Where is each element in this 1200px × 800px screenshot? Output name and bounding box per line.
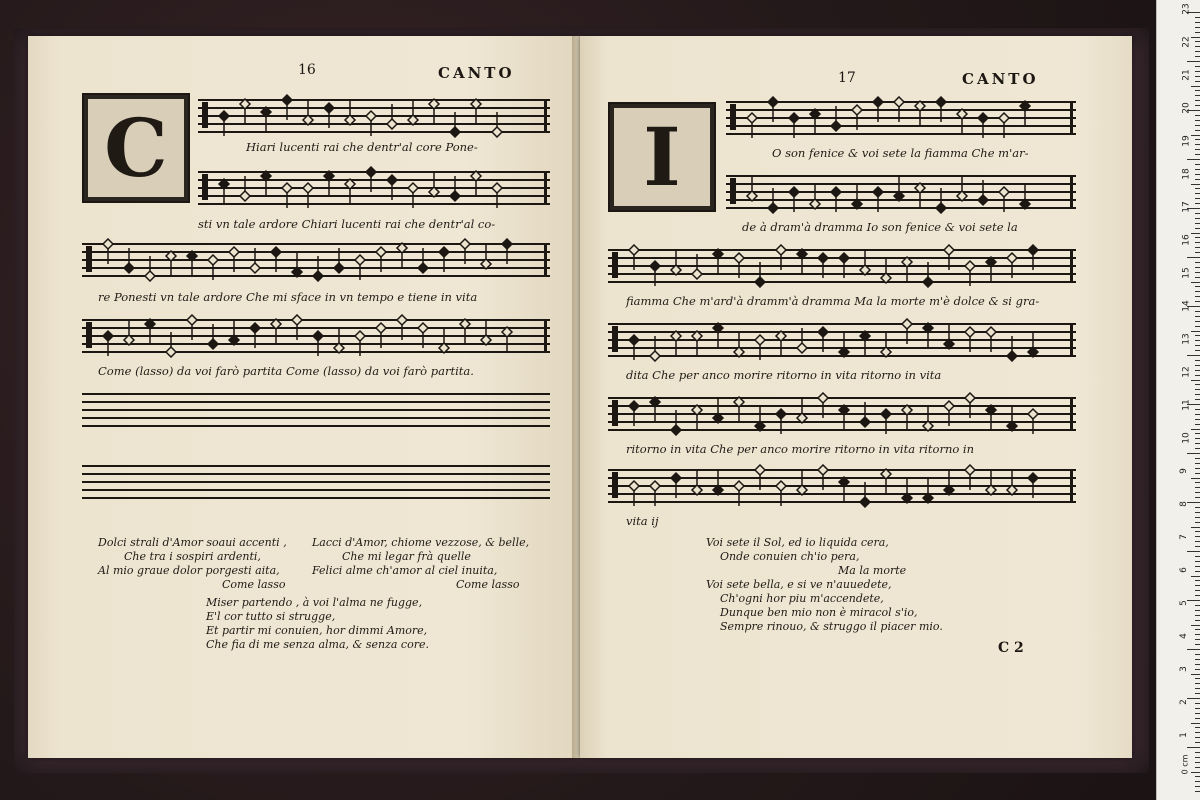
ruler-tick [1195, 448, 1200, 449]
ruler-tick [1195, 556, 1200, 557]
ruler-tick [1191, 527, 1200, 528]
ruler-tick [1187, 600, 1200, 601]
ruler-tick [1195, 51, 1200, 52]
right-staff-1 [726, 96, 1076, 140]
ruler-tick [1191, 331, 1200, 332]
poem-line: Che mi legar frà quelle [342, 550, 471, 563]
ruler-number: 6 [1178, 567, 1189, 573]
ruler-number: 8 [1178, 501, 1189, 507]
ruler-number: 20 [1181, 102, 1192, 114]
ruler-tick [1195, 296, 1200, 297]
ruler-tick [1187, 502, 1200, 503]
ruler-tick [1195, 615, 1200, 616]
ruler-tick [1195, 644, 1200, 645]
poem-line: Sempre rinouo, & struggo il piacer mio. [720, 620, 943, 633]
left-staff-1 [198, 94, 550, 138]
ruler-tick [1191, 772, 1200, 773]
ruler-number: 22 [1181, 36, 1192, 48]
poem-line: Che fia di me senza alma, & senza core. [206, 638, 429, 651]
right-lyric-5: ritorno in vita Che per anco morire ritorno in vita ritorno in [626, 442, 975, 456]
ruler-tick [1195, 487, 1200, 488]
ruler-number: 7 [1178, 534, 1189, 540]
ruler-tick [1191, 37, 1200, 38]
left-lyric-2: sti vn tale ardore Chiari lucenti rai che dentr'al co- [198, 217, 496, 231]
ruler-number: 1 [1178, 732, 1189, 738]
ruler-tick [1195, 522, 1200, 523]
ruler-tick [1195, 433, 1200, 434]
ruler-tick [1195, 409, 1200, 410]
ruler-number: 16 [1181, 234, 1192, 246]
ruler-tick [1195, 678, 1200, 679]
ruler-number: 5 [1178, 600, 1189, 606]
ruler-tick [1195, 629, 1200, 630]
ruler-tick [1187, 649, 1200, 650]
right-staff-5 [608, 392, 1076, 436]
left-poem-col1 [98, 536, 287, 592]
ruler-tick [1191, 86, 1200, 87]
ruler-tick [1195, 517, 1200, 518]
ruler-tick [1195, 71, 1200, 72]
ruler-tick [1191, 380, 1200, 381]
ruler-tick [1195, 27, 1200, 28]
ruler-tick [1195, 76, 1200, 77]
ruler-tick [1195, 482, 1200, 483]
poem-line: Come lasso [222, 578, 286, 591]
ruler-tick [1191, 135, 1200, 136]
poem-line: Che tra i sospiri ardenti, [124, 550, 261, 563]
left-lyric-4: Come (lasso) da voi farò partita Come (lasso) da voi farò partita. [98, 364, 474, 378]
left-staff-4 [82, 314, 550, 358]
ruler-tick [1195, 218, 1200, 219]
right-poem [706, 536, 943, 634]
ruler-number: 3 [1178, 666, 1189, 672]
ruler-tick [1187, 355, 1200, 356]
ruler-tick [1187, 551, 1200, 552]
ruler-tick [1195, 727, 1200, 728]
ruler-tick [1195, 693, 1200, 694]
ruler-tick [1187, 159, 1200, 160]
ruler-tick [1195, 443, 1200, 444]
ruler-tick [1195, 237, 1200, 238]
ruler-tick [1195, 252, 1200, 253]
ruler-tick [1195, 605, 1200, 606]
ruler-tick [1195, 507, 1200, 508]
ruler-tick [1195, 683, 1200, 684]
ruler-tick [1195, 703, 1200, 704]
ruler-tick [1195, 100, 1200, 101]
ruler-tick [1195, 228, 1200, 229]
ruler-tick [1191, 723, 1200, 724]
ruler-number: 11 [1181, 399, 1192, 411]
left-poem-col2 [312, 536, 529, 592]
ruler-tick [1195, 718, 1200, 719]
ruler-tick [1195, 497, 1200, 498]
ruler-tick [1195, 193, 1200, 194]
left-staff-2 [198, 166, 550, 210]
ruler-tick [1195, 473, 1200, 474]
left-staff-3 [82, 238, 550, 282]
ruler-number: 10 [1181, 432, 1192, 444]
right-decorated-initial [608, 102, 716, 212]
ruler-tick [1195, 41, 1200, 42]
right-staff-3 [608, 244, 1076, 288]
right-lyric-6: vita ij [626, 514, 659, 528]
ruler-tick [1195, 620, 1200, 621]
ruler-tick [1195, 531, 1200, 532]
ruler-number: 2 [1178, 699, 1189, 705]
ruler-tick [1195, 90, 1200, 91]
ruler-tick [1195, 95, 1200, 96]
ruler-tick [1195, 360, 1200, 361]
ruler-tick [1195, 708, 1200, 709]
ruler-tick [1195, 438, 1200, 439]
ruler-tick [1195, 203, 1200, 204]
ruler-tick [1187, 698, 1200, 699]
left-page-number: 16 [298, 62, 316, 78]
ruler-tick [1195, 654, 1200, 655]
ruler-tick [1195, 541, 1200, 542]
ruler-tick [1187, 747, 1200, 748]
poem-line: Felici alme ch'amor al ciel inuita, [312, 564, 498, 577]
poem-line: Miser partendo , à voi l'alma ne fugge, [206, 596, 423, 609]
poem-line: Voi sete bella, e si ve n'auuedete, [706, 578, 892, 591]
right-staff-4 [608, 318, 1076, 362]
ruler-tick [1195, 115, 1200, 116]
ruler-tick [1195, 595, 1200, 596]
ruler-tick [1195, 634, 1200, 635]
ruler-tick [1195, 732, 1200, 733]
ruler-tick [1195, 277, 1200, 278]
ruler-tick [1195, 272, 1200, 273]
ruler-tick [1195, 66, 1200, 67]
ruler-tick [1195, 752, 1200, 753]
ruler-tick [1195, 458, 1200, 459]
ruler-tick [1195, 81, 1200, 82]
ruler-tick [1195, 791, 1200, 792]
left-initial-letter: C [104, 101, 168, 195]
ruler-tick [1195, 340, 1200, 341]
ruler-number: 4 [1178, 633, 1189, 639]
ruler-tick [1195, 286, 1200, 287]
poem-line: Ma la morte [838, 564, 907, 577]
ruler-number: 17 [1181, 201, 1192, 213]
ruler-tick [1195, 590, 1200, 591]
ruler-tick [1195, 316, 1200, 317]
ruler-tick [1195, 370, 1200, 371]
ruler-tick [1195, 419, 1200, 420]
ruler-tick [1195, 492, 1200, 493]
poem-line: Lacci d'Amor, chiome vezzose, & belle, [312, 536, 530, 549]
ruler-tick [1195, 776, 1200, 777]
ruler-tick [1195, 737, 1200, 738]
ruler-tick [1191, 478, 1200, 479]
ruler-tick [1195, 757, 1200, 758]
ruler-tick [1195, 664, 1200, 665]
ruler-tick [1187, 453, 1200, 454]
ruler-tick [1191, 674, 1200, 675]
ruler-tick [1195, 424, 1200, 425]
ruler-tick [1195, 46, 1200, 47]
ruler-tick [1195, 198, 1200, 199]
ruler-tick [1195, 399, 1200, 400]
ruler-tick [1195, 144, 1200, 145]
ruler-tick [1195, 536, 1200, 537]
ruler-tick [1195, 384, 1200, 385]
ruler-tick [1195, 580, 1200, 581]
ruler-number: 15 [1181, 267, 1192, 279]
ruler-tick [1195, 242, 1200, 243]
poem-line: E'l cor tutto si strugge, [206, 610, 336, 623]
ruler-tick [1195, 468, 1200, 469]
ruler-number: 13 [1181, 333, 1192, 345]
ruler-tick [1195, 713, 1200, 714]
ruler-tick [1195, 610, 1200, 611]
ruler-tick [1195, 301, 1200, 302]
ruler-unit-label: 0 cm [1180, 754, 1190, 775]
ruler-tick [1195, 571, 1200, 572]
ruler-tick [1195, 375, 1200, 376]
ruler-tick [1195, 17, 1200, 18]
ruler-tick [1195, 350, 1200, 351]
ruler-tick [1195, 120, 1200, 121]
left-lyric-1: Hiari lucenti rai che dentr'al core Pone- [246, 140, 478, 154]
poem-line: Come lasso [456, 578, 520, 591]
right-page-number: 17 [838, 70, 856, 86]
ruler-number: 12 [1181, 366, 1192, 378]
left-poem-stanza [206, 596, 429, 652]
ruler-tick [1195, 223, 1200, 224]
right-page-header: CANTO [962, 70, 1039, 88]
ruler-tick [1191, 233, 1200, 234]
ruler-tick [1191, 625, 1200, 626]
ruler-tick [1187, 61, 1200, 62]
ruler-tick [1195, 164, 1200, 165]
ruler-tick [1195, 394, 1200, 395]
ruler-tick [1195, 188, 1200, 189]
ruler-tick [1195, 566, 1200, 567]
ruler-tick [1195, 213, 1200, 214]
ruler-tick [1195, 149, 1200, 150]
ruler-tick [1195, 561, 1200, 562]
poem-line: Et partir mi conuien, hor dimmi Amore, [206, 624, 428, 637]
left-staff-empty-1 [82, 388, 550, 432]
left-lyric-3: re Ponesti vn tale ardore Che mi sface in vn tempo e tiene in vita [98, 290, 478, 304]
ruler-tick [1195, 639, 1200, 640]
ruler-tick [1195, 262, 1200, 263]
ruler-tick [1195, 463, 1200, 464]
ruler-tick [1195, 139, 1200, 140]
left-decorated-initial [82, 93, 190, 203]
ruler-tick [1195, 414, 1200, 415]
ruler-number: 19 [1181, 135, 1192, 147]
ruler-tick [1195, 585, 1200, 586]
ruler-tick [1195, 247, 1200, 248]
ruler-tick [1195, 267, 1200, 268]
ruler-number: 21 [1181, 69, 1192, 81]
ruler-tick [1195, 125, 1200, 126]
ruler-tick [1195, 335, 1200, 336]
ruler-tick [1195, 326, 1200, 327]
ruler-tick [1195, 762, 1200, 763]
ruler-tick [1195, 32, 1200, 33]
ruler-tick [1195, 365, 1200, 366]
poem-line: Ch'ogni hor piu m'accendete, [720, 592, 884, 605]
ruler-tick [1195, 345, 1200, 346]
ruler-tick [1195, 105, 1200, 106]
ruler-tick [1195, 56, 1200, 57]
ruler-tick [1195, 767, 1200, 768]
right-staff-6 [608, 464, 1076, 508]
poem-line: Onde conuien ch'io pera, [720, 550, 860, 563]
poem-line: Al mio graue dolor porgesti aita, [98, 564, 280, 577]
ruler-tick [1191, 429, 1200, 430]
poem-line: Voi sete il Sol, ed io liquida cera, [706, 536, 889, 549]
ruler-tick [1191, 184, 1200, 185]
ruler-tick [1195, 688, 1200, 689]
ruler-tick [1195, 512, 1200, 513]
poem-line: Dolci strali d'Amor soaui accenti , [98, 536, 287, 549]
ruler-tick [1195, 321, 1200, 322]
ruler-number: 9 [1178, 468, 1189, 474]
ruler-tick [1195, 389, 1200, 390]
ruler-tick [1195, 154, 1200, 155]
ruler-tick [1195, 659, 1200, 660]
ruler-tick [1195, 22, 1200, 23]
ruler-tick [1191, 576, 1200, 577]
ruler-tick [1195, 174, 1200, 175]
ruler-tick [1187, 257, 1200, 258]
ruler-number: 23 [1181, 3, 1192, 15]
right-staff-2 [726, 170, 1076, 214]
ruler-tick [1195, 781, 1200, 782]
ruler-tick [1195, 130, 1200, 131]
poem-line: Dunque ben mio non è miracol s'io, [720, 606, 918, 619]
signature-mark: C 2 [998, 640, 1024, 656]
ruler-tick [1195, 546, 1200, 547]
ruler-tick [1195, 311, 1200, 312]
ruler-number: 14 [1181, 300, 1192, 312]
measuring-ruler [1156, 0, 1200, 800]
right-initial-letter: I [643, 110, 681, 204]
ruler-tick [1191, 282, 1200, 283]
right-lyric-4: dita Che per anco morire ritorno in vita ritorno in vita [626, 368, 942, 382]
right-lyric-2: de à dram'à dramma Io son fenice & voi sete la [742, 220, 1018, 234]
ruler-tick [1195, 786, 1200, 787]
left-staff-empty-2 [82, 460, 550, 504]
ruler-tick [1195, 742, 1200, 743]
ruler-tick [1195, 169, 1200, 170]
ruler-number: 18 [1181, 168, 1192, 180]
ruler-tick [1195, 669, 1200, 670]
right-lyric-3: fiamma Che m'ard'à dramm'à dramma Ma la morte m'è dolce & si gra- [626, 294, 1040, 308]
ruler-tick [1195, 179, 1200, 180]
left-page-header: CANTO [438, 64, 515, 82]
right-lyric-1: O son fenice & voi sete la fiamma Che m'ar- [772, 146, 1029, 160]
ruler-tick [1195, 291, 1200, 292]
